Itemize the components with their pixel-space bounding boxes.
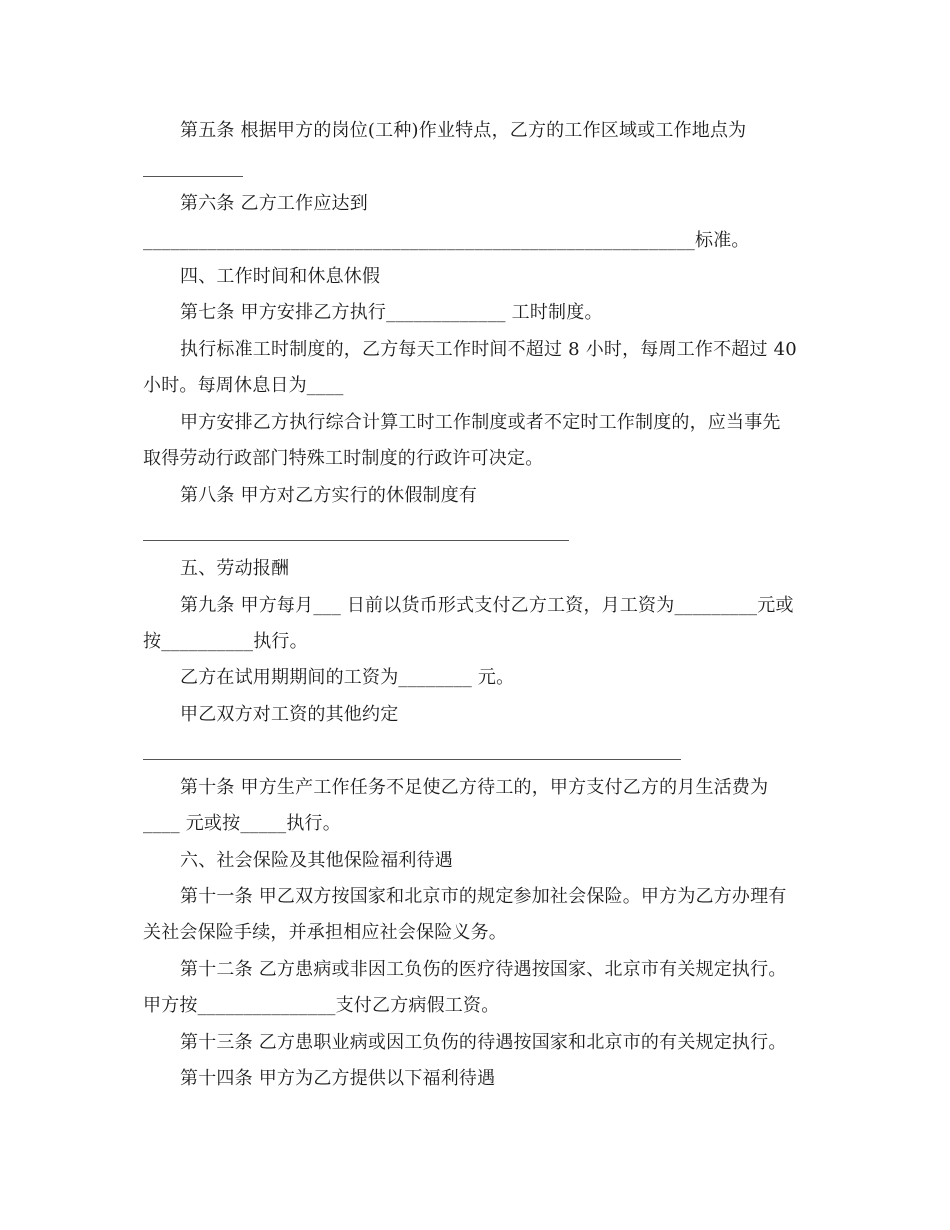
probation-wage-line: 乙方在试用期期间的工资为________ 元。 [180,667,515,688]
article-7-line-1: 第七条 甲方安排乙方执行_____________ 工时制度。 [180,302,603,323]
article-10-line-1: 第十条 甲方生产工作任务不足使乙方待工的，甲方支付乙方的月生活费为 [180,777,769,798]
flexible-hours-line-2: 取得劳动行政部门特殊工时制度的行政许可决定。 [143,448,544,469]
article-6-line-2: ____________________________________________________________标准。 [143,230,750,251]
article-12-line-1: 第十二条 乙方患病或非因工负伤的医疗待遇按国家、北京市有关规定执行。 [180,959,787,980]
section-6-heading: 六、社会保险及其他保险福利待遇 [180,850,453,871]
other-wage-terms-blank-line [143,759,681,760]
article-5-line-1: 第五条 根据甲方的岗位(工种)作业特点，乙方的工作区域或工作地点为 [180,120,747,141]
article-14-line: 第十四条 甲方为乙方提供以下福利待遇 [180,1068,496,1089]
article-9-line-1: 第九条 甲方每月___ 日前以货币形式支付乙方工资，月工资为_________元或 [180,595,794,616]
section-4-heading: 四、工作时间和休息休假 [180,266,381,287]
flexible-hours-line-1: 甲方安排乙方执行综合计算工时工作制度或者不定时工作制度的，应当事先 [180,412,781,433]
article-6-line-1: 第六条 乙方工作应达到 [180,193,368,214]
article-10-line-2: ____ 元或按_____执行。 [143,813,341,834]
standard-hours-line-1: 执行标准工时制度的，乙方每天工作时间不超过 8 小时，每周工作不超过 40 [180,339,797,360]
article-11-line-2: 关社会保险手续，并承担相应社会保险义务。 [143,922,507,943]
article-9-line-2: 按__________执行。 [143,631,308,652]
article-5-blank-line [143,176,243,177]
article-12-line-2: 甲方按_______________支付乙方病假工资。 [143,995,500,1016]
article-8-blank-line [143,540,569,541]
article-11-line-1: 第十一条 甲乙双方按国家和北京市的规定参加社会保险。甲方为乙方办理有 [180,886,787,907]
other-wage-terms-line: 甲乙双方对工资的其他约定 [180,704,399,725]
article-8-line-1: 第八条 甲方对乙方实行的休假制度有 [180,485,478,506]
article-13-line: 第十三条 乙方患职业病或因工负伤的待遇按国家和北京市的有关规定执行。 [180,1032,787,1053]
standard-hours-line-2: 小时。每周休息日为____ [143,375,344,396]
section-5-heading: 五、劳动报酬 [180,558,290,579]
